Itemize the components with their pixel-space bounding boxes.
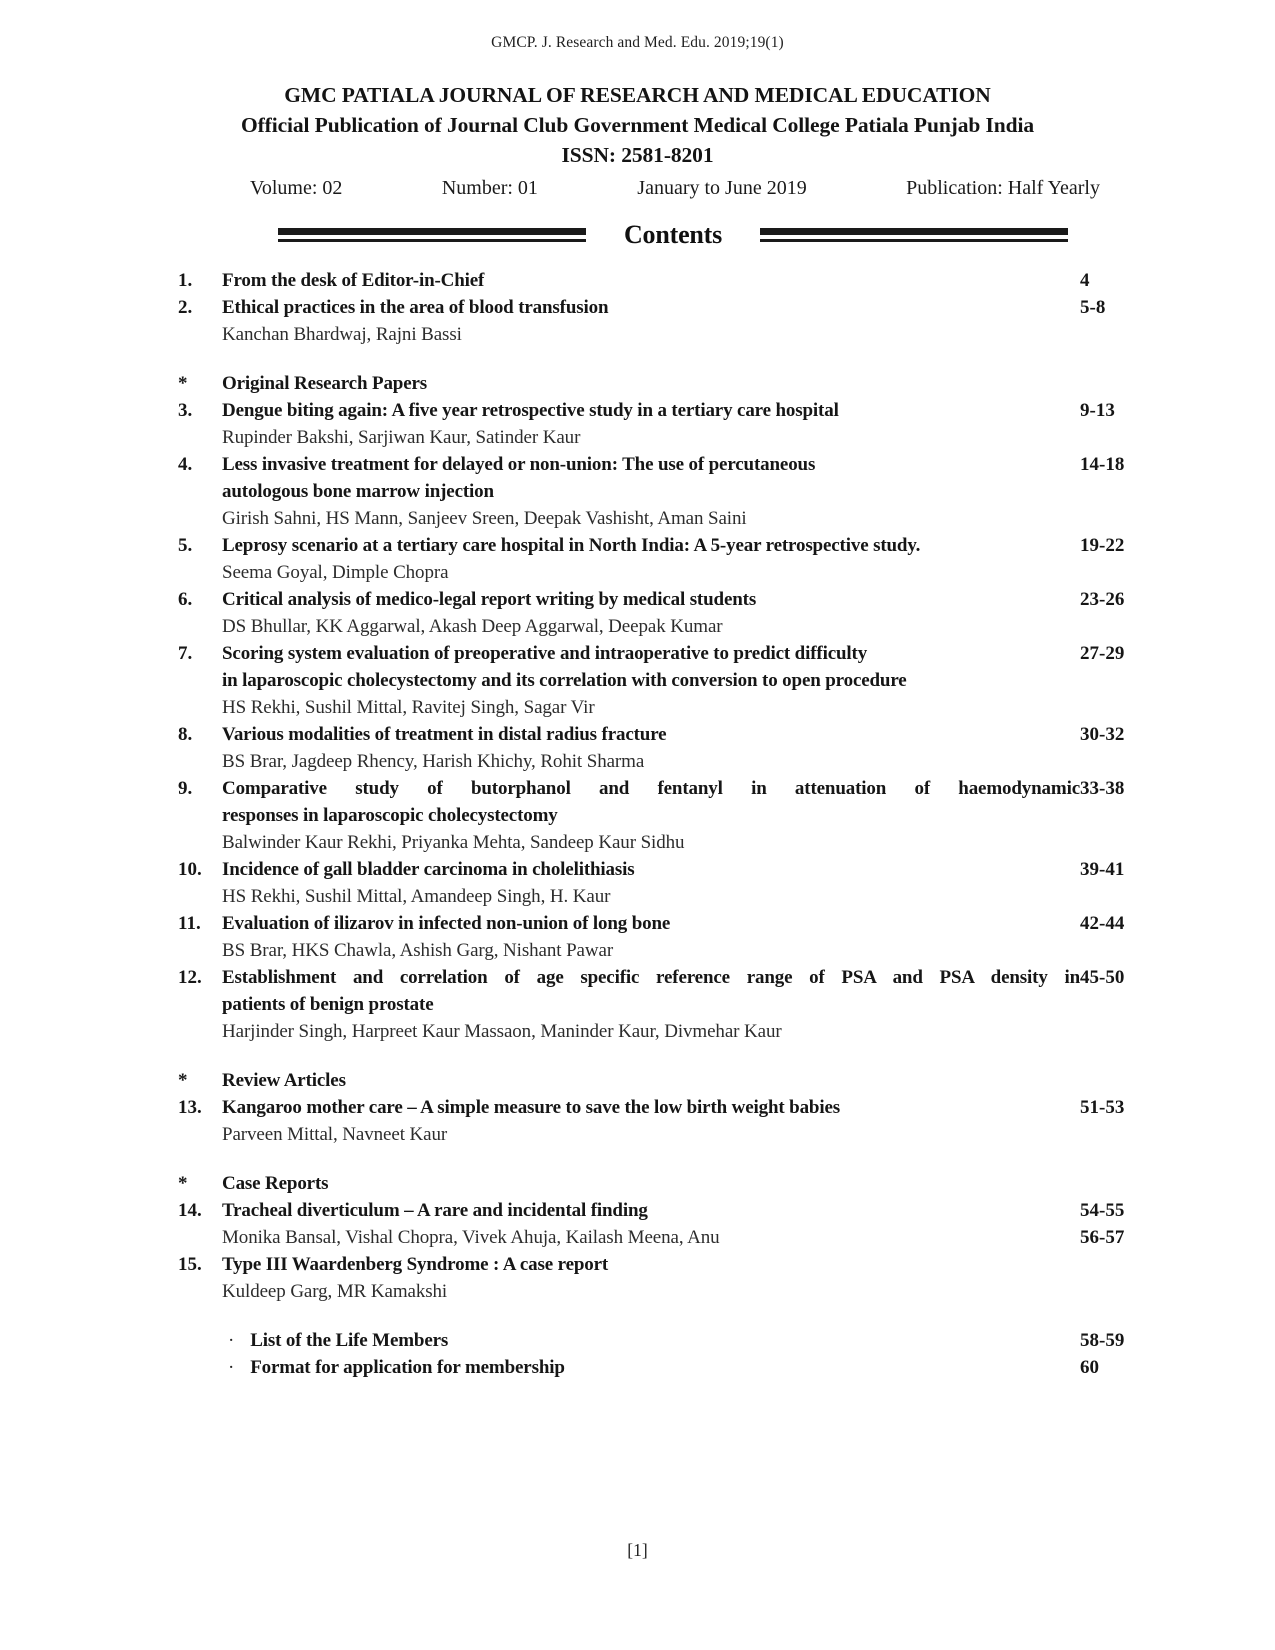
- toc-entry-number: 3.: [178, 400, 193, 421]
- bullet-line: [222, 1327, 1080, 1354]
- toc-entry: [178, 586, 1130, 640]
- toc-entry-title-line: Evaluation of ilizarov in infected non-union of long bone: [222, 913, 671, 934]
- toc-bullet-item: [178, 1354, 1130, 1381]
- toc-entry-main: [222, 586, 1080, 640]
- toc-entry-number: [178, 1327, 222, 1354]
- toc-section: [178, 1170, 1130, 1197]
- toc-entry-pages: 30-32: [1080, 724, 1125, 745]
- journal-title: GMC PATIALA JOURNAL OF RESEARCH AND MEDICAL EDUCATION: [284, 83, 991, 107]
- toc-entry-pages-col: [1080, 397, 1130, 451]
- toc-entry-authors: Kuldeep Garg, MR Kamakshi: [222, 1281, 448, 1302]
- toc-entry: [178, 1251, 1130, 1305]
- toc-entry-number: 14.: [178, 1200, 202, 1221]
- toc-entry-authors: Parveen Mittal, Navneet Kaur: [222, 1124, 448, 1145]
- toc-entry-main: [222, 294, 1080, 348]
- toc-entry: [178, 532, 1130, 586]
- toc-entry-title-line: Leprosy scenario at a tertiary care hospital in North India: A 5-year retrospective study.: [222, 535, 921, 556]
- toc-entry-main: [222, 1067, 1080, 1094]
- toc-entry: [178, 267, 1130, 294]
- toc-entry-pages-col: [1080, 1327, 1130, 1354]
- toc-entry-main: [222, 775, 1080, 856]
- toc-entry-authors: HS Rekhi, Sushil Mittal, Amandeep Singh, H. Kaur: [222, 886, 611, 907]
- toc-entry-pages-col: [1080, 586, 1130, 640]
- toc-spacer: [178, 1148, 1130, 1170]
- toc-entry-number: 13.: [178, 1097, 202, 1118]
- table-of-contents: [178, 267, 1130, 1381]
- toc-entry-title-line: Comparative study of butorphanol and fentanyl in attenuation of haemodynamic: [222, 778, 1080, 799]
- toc-entry-main: [222, 397, 1080, 451]
- toc-entry-main: [222, 964, 1080, 1045]
- toc-entry-pages: 39-41: [1080, 859, 1125, 880]
- toc-spacer: [178, 348, 1130, 370]
- section-label: Case Reports: [222, 1173, 329, 1194]
- toc-entry-authors: Girish Sahni, HS Mann, Sanjeev Sreen, Deepak Vashisht, Aman Saini: [222, 508, 747, 529]
- running-head: GMCP. J. Research and Med. Edu. 2019;19(1): [491, 34, 784, 51]
- toc-entry-number: 6.: [178, 589, 193, 610]
- toc-entry-pages: 5-8: [1080, 297, 1106, 318]
- toc-entry-authors-pages: 56-57: [1080, 1227, 1125, 1248]
- toc-entry: [178, 964, 1130, 1045]
- toc-entry-authors: Rupinder Bakshi, Sarjiwan Kaur, Satinder Kaur: [222, 427, 581, 448]
- toc-entry: [178, 451, 1130, 532]
- toc-entry-authors: Balwinder Kaur Rekhi, Priyanka Mehta, Sandeep Kaur Sidhu: [222, 832, 685, 853]
- toc-entry-title-line: Tracheal diverticulum – A rare and incidental finding: [222, 1200, 648, 1221]
- toc-entry-number: 15.: [178, 1254, 202, 1275]
- toc-entry-main: [222, 721, 1080, 775]
- toc-entry-authors: Harjinder Singh, Harpreet Kaur Massaon, Maninder Kaur, Divmehar Kaur: [222, 1021, 782, 1042]
- toc-entry-number: 7.: [178, 643, 193, 664]
- toc-entry-number: 9.: [178, 778, 193, 799]
- toc-bullet-item: [178, 1327, 1130, 1354]
- toc-entry-title-line: autologous bone marrow injection: [222, 481, 494, 502]
- bullet-line: [222, 1354, 1080, 1381]
- toc-entry-number: 4.: [178, 454, 193, 475]
- toc-entry: [178, 397, 1130, 451]
- toc-entry-pages-col: [1080, 1067, 1130, 1094]
- toc-entry-pages-col: [1080, 910, 1130, 964]
- toc-entry-number: 12.: [178, 967, 202, 988]
- toc-entry-title-line: in laparoscopic cholecystectomy and its correlation with conversion to open procedure: [222, 670, 907, 691]
- toc-entry-main: [222, 640, 1080, 721]
- toc-entry-number: 2.: [178, 297, 193, 318]
- toc-entry: [178, 1197, 1130, 1251]
- toc-entry-number: [178, 1354, 222, 1381]
- toc-entry-number: 1.: [178, 270, 193, 291]
- toc-entry-main: [222, 1170, 1080, 1197]
- toc-entry-title-line: Various modalities of treatment in distal radius fracture: [222, 724, 667, 745]
- toc-entry-pages: 27-29: [1080, 643, 1125, 664]
- toc-section: [178, 1067, 1130, 1094]
- toc-entry-authors: BS Brar, Jagdeep Rhency, Harish Khichy, Rohit Sharma: [222, 751, 645, 772]
- toc-entry-title-line: Scoring system evaluation of preoperative and intraoperative to predict difficulty: [222, 643, 868, 664]
- contents-title: Contents: [623, 220, 723, 249]
- toc-spacer: [178, 1045, 1130, 1067]
- toc-entry: [178, 294, 1130, 348]
- toc-entry: [178, 856, 1130, 910]
- toc-entry-pages-col: [1080, 451, 1130, 532]
- toc-entry-number: 5.: [178, 535, 193, 556]
- toc-spacer: [178, 1305, 1130, 1327]
- toc-entry-main: [222, 1094, 1080, 1148]
- toc-entry-number: 8.: [178, 724, 193, 745]
- toc-entry-title-line: Less invasive treatment for delayed or non-union: The use of percutaneous: [222, 454, 816, 475]
- publication-frequency-label: Publication: Half Yearly: [906, 177, 1100, 199]
- toc-entry-pages: 51-53: [1080, 1097, 1125, 1118]
- toc-entry-main: [222, 370, 1080, 397]
- masthead: [0, 80, 1275, 203]
- toc-entry-pages: 42-44: [1080, 913, 1125, 934]
- toc-entry-title-line: Type III Waardenberg Syndrome : A case report: [222, 1254, 609, 1275]
- issn: ISSN: 2581-8201: [561, 143, 714, 167]
- toc-entry-title-line: Critical analysis of medico-legal report writing by medical students: [222, 589, 757, 610]
- number-label: Number: 01: [441, 177, 538, 199]
- bullet-icon: ·: [228, 1330, 235, 1351]
- toc-entry-main: [222, 1327, 1080, 1354]
- toc-entry-pages: 14-18: [1080, 454, 1125, 475]
- volume-info-row: [250, 173, 1100, 203]
- toc-entry-title-line: responses in laparoscopic cholecystectomy: [222, 805, 558, 826]
- toc-entry-title-line: Dengue biting again: A five year retrospective study in a tertiary care hospital: [222, 400, 839, 421]
- toc-entry-pages-col: [1080, 532, 1130, 586]
- toc-entry-main: [222, 856, 1080, 910]
- toc-entry-pages-col: [1080, 964, 1130, 1045]
- toc-entry-authors: DS Bhullar, KK Aggarwal, Akash Deep Aggarwal, Deepak Kumar: [222, 616, 723, 637]
- toc-entry-main: [222, 910, 1080, 964]
- toc-entry-title-line: Kangaroo mother care – A simple measure to save the low birth weight babies: [222, 1097, 841, 1118]
- toc-entry-pages: 19-22: [1080, 535, 1125, 556]
- toc-entry-pages-col: [1080, 721, 1130, 775]
- section-marker: *: [178, 373, 188, 394]
- section-marker: *: [178, 1173, 188, 1194]
- toc-entry-pages-col: [1080, 267, 1130, 294]
- toc-entry-title-line: Incidence of gall bladder carcinoma in cholelithiasis: [222, 859, 635, 880]
- toc-entry-number: 10.: [178, 859, 202, 880]
- toc-entry-main: [222, 1251, 1080, 1305]
- section-marker: *: [178, 1070, 188, 1091]
- toc-entry-pages: 4: [1080, 270, 1090, 291]
- toc-entry: [178, 640, 1130, 721]
- period-label: January to June 2019: [637, 177, 807, 199]
- toc-entry-pages-col: [1080, 1354, 1130, 1381]
- toc-entry-pages: 33-38: [1080, 778, 1125, 799]
- toc-entry-pages-col: [1080, 775, 1130, 856]
- toc-entry-pages-col: [1080, 856, 1130, 910]
- toc-entry-pages-col: [1080, 1094, 1130, 1148]
- toc-entry: [178, 910, 1130, 964]
- contents-heading: [278, 220, 1068, 250]
- toc-entry-pages: 9-13: [1080, 400, 1115, 421]
- section-label: Review Articles: [222, 1070, 346, 1091]
- toc-entry-main: [222, 532, 1080, 586]
- toc-entry-pages: 23-26: [1080, 589, 1125, 610]
- double-rule-right: [760, 228, 1068, 242]
- toc-entry-main: [222, 1354, 1080, 1381]
- double-rule-left: [278, 228, 586, 242]
- toc-entry-pages-col: [1080, 1251, 1130, 1305]
- toc-entry: [178, 721, 1130, 775]
- toc-entry-number: 11.: [178, 913, 201, 934]
- toc-entry-authors: Kanchan Bhardwaj, Rajni Bassi: [222, 324, 462, 345]
- toc-entry-pages-col: [1080, 1170, 1130, 1197]
- publication-line: Official Publication of Journal Club Government Medical College Patiala Punjab India: [240, 113, 1035, 137]
- toc-entry-pages-col: [1080, 370, 1130, 397]
- toc-entry-pages: 58-59: [1080, 1330, 1125, 1351]
- section-label: Original Research Papers: [222, 373, 428, 394]
- toc-entry-pages-col: [1080, 294, 1130, 348]
- toc-entry-pages: 54-55: [1080, 1200, 1125, 1221]
- toc-entry-title-line: From the desk of Editor-in-Chief: [222, 270, 485, 291]
- bullet-label: Format for application for membership: [250, 1357, 565, 1378]
- volume-label: Volume: 02: [250, 177, 343, 199]
- bullet-label: List of the Life Members: [250, 1330, 449, 1351]
- toc-entry-pages-col: [1080, 640, 1130, 721]
- bullet-icon: ·: [228, 1357, 235, 1378]
- toc-entry-authors: Monika Bansal, Vishal Chopra, Vivek Ahuja, Kailash Meena, Anu: [222, 1227, 720, 1248]
- toc-entry-authors: Seema Goyal, Dimple Chopra: [222, 562, 449, 583]
- toc-entry-authors: BS Brar, HKS Chawla, Ashish Garg, Nishant Pawar: [222, 940, 614, 961]
- toc-entry-main: [222, 451, 1080, 532]
- toc-entry-title-line: patients of benign prostate: [222, 994, 434, 1015]
- toc-entry-pages-col: [1080, 1197, 1130, 1251]
- toc-entry-authors: HS Rekhi, Sushil Mittal, Ravitej Singh, Sagar Vir: [222, 697, 595, 718]
- toc-entry-pages: 45-50: [1080, 967, 1125, 988]
- page-number-footer: [1]: [627, 1540, 648, 1560]
- toc-entry-title-line: Ethical practices in the area of blood transfusion: [222, 297, 609, 318]
- toc-entry-main: [222, 267, 1080, 294]
- toc-entry-pages: 60: [1080, 1357, 1099, 1378]
- toc-section: [178, 370, 1130, 397]
- toc-entry-title-line: Establishment and correlation of age specific reference range of PSA and PSA density in: [222, 967, 1080, 988]
- toc-entry-main: [222, 1197, 1080, 1251]
- toc-entry: [178, 775, 1130, 856]
- toc-entry: [178, 1094, 1130, 1148]
